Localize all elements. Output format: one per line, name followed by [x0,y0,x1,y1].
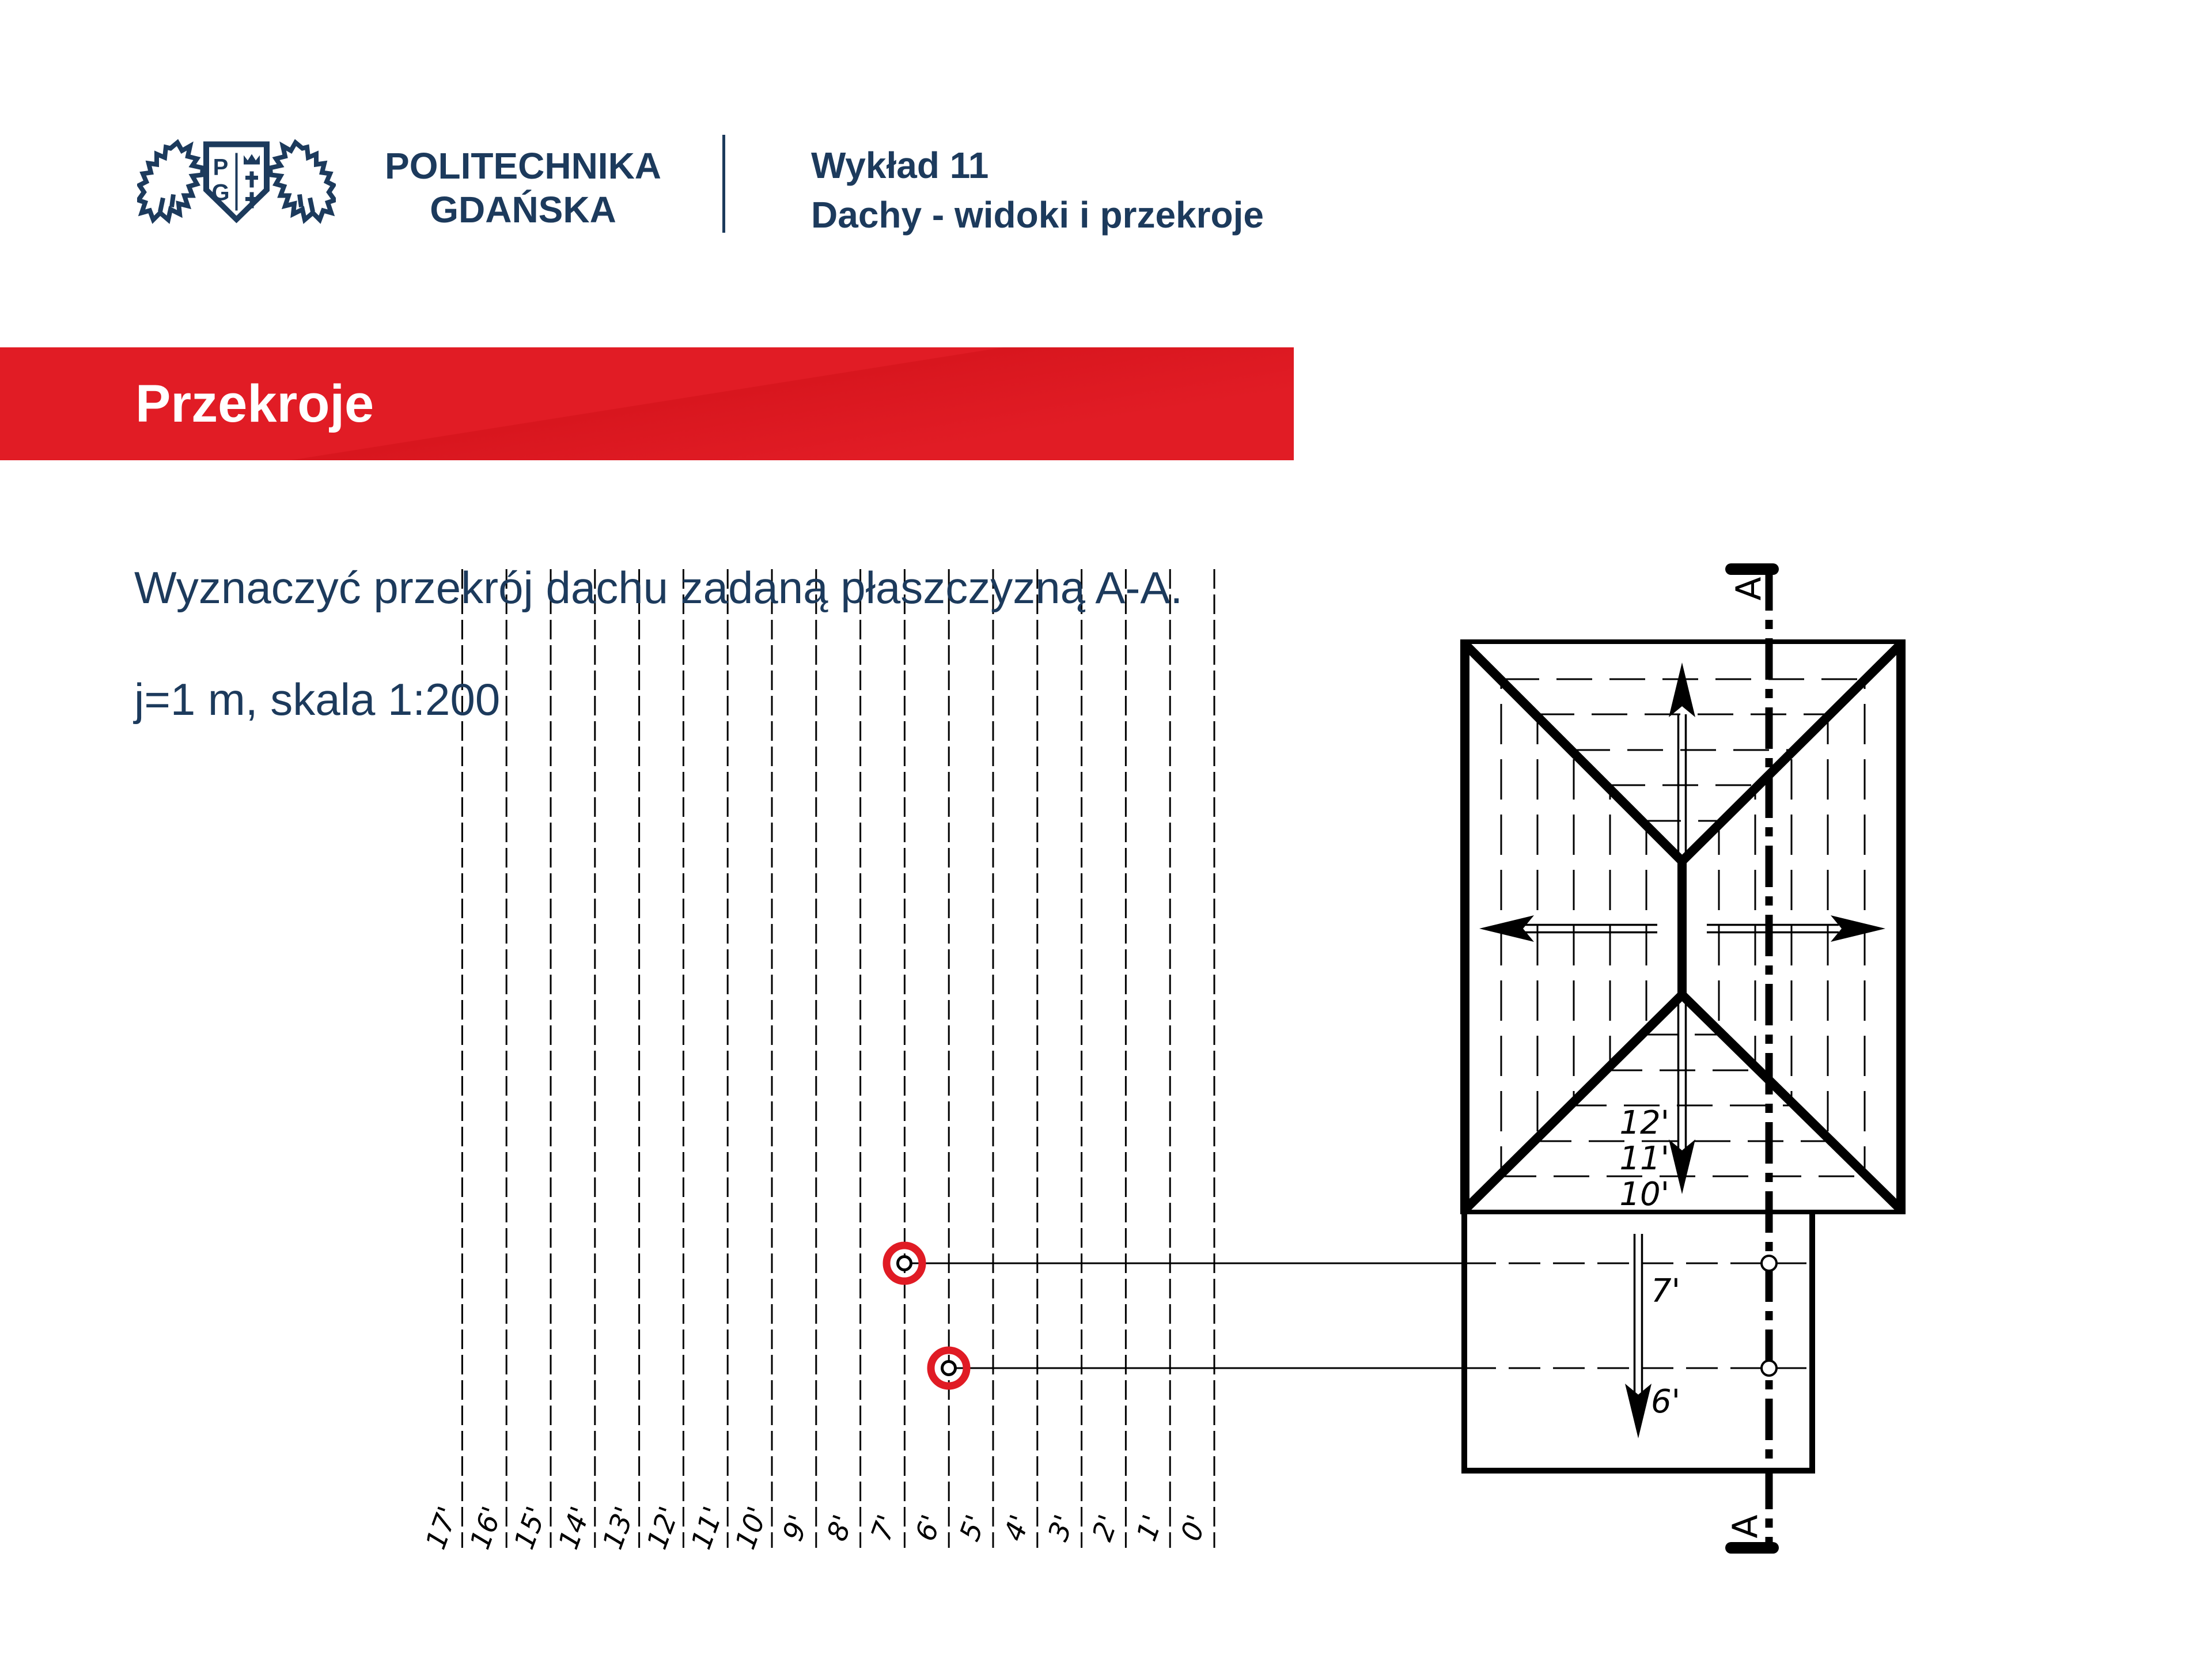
grid-label: 17' [419,1502,465,1554]
annex-level-label: 6' [1651,1383,1681,1421]
grid-label: 3' [1041,1510,1081,1546]
section-node-6 [1762,1361,1777,1376]
roof-level-label: 12' [1619,1104,1669,1142]
grid-label: 11' [685,1502,730,1554]
grid-label: 15' [507,1502,553,1554]
grid-label: 16' [464,1502,509,1554]
slope-arrow-right [1707,915,1885,942]
grid-label: 0' [1175,1510,1214,1546]
grid-label: 8' [820,1510,860,1546]
grid-label: 1' [1130,1510,1169,1546]
brand-line-2: GDAŃSKA [430,189,616,230]
lecture-title: Dachy - widoki i przekroje [811,194,1264,236]
grid-label: 2' [1086,1510,1126,1546]
svg-text:G: G [211,180,230,206]
grid-label: 13' [596,1502,642,1554]
roof-level-label: 10' [1619,1176,1669,1213]
grid-label: 9' [776,1510,816,1546]
section-node-7 [1762,1256,1777,1271]
arrow-right-icon [1831,915,1885,942]
target-point-icon [898,1257,911,1270]
roof-level-label: 11' [1619,1140,1669,1177]
slope-arrow-left [1479,915,1657,942]
task-line-1: Wyznaczyć przekrój dachu zadaną płaszczyzną A-A. [134,562,1183,613]
grid-label: 6' [909,1510,948,1546]
grid-label: 10' [729,1502,774,1554]
lecture-number: Wykład 11 [811,145,989,186]
section-label-bottom: A [1725,1514,1766,1539]
grid-label: 7' [865,1510,904,1546]
arrow-left-icon [1479,915,1534,942]
target-point-icon [942,1362,956,1375]
grid-label: 14' [552,1502,597,1554]
svg-text:P: P [213,154,229,180]
section-label-top: A [1729,577,1769,601]
brand-line-1: POLITECHNIKA [385,145,661,187]
task-text [134,560,1183,728]
banner-title: Przekroje [135,374,374,433]
grid-label: 4' [997,1510,1037,1546]
task-line-2: j=1 m, skala 1:200 [134,674,501,725]
annex-level-label: 7' [1651,1272,1681,1310]
grid-label: 12' [641,1502,686,1554]
grid-label: 5' [953,1510,993,1546]
